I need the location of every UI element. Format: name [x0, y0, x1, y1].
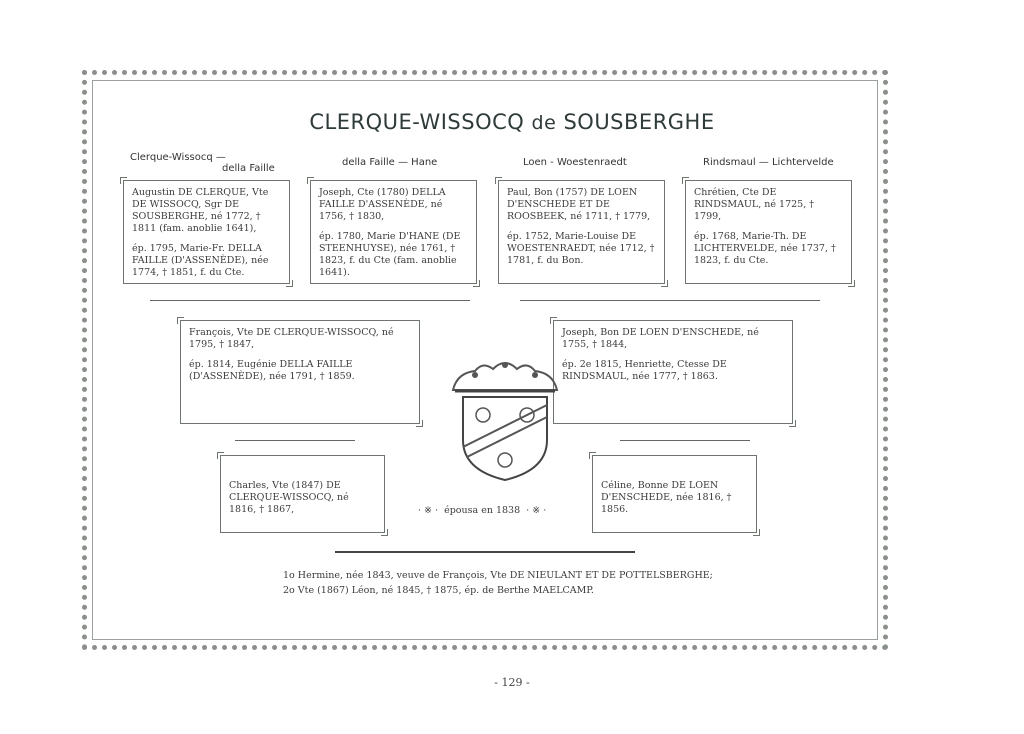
box-charles-clerque-wissocq: Charles, Vte (1847) DE CLERQUE-WISSOCQ, né 1816, † 1867, — [220, 455, 385, 533]
page-title: CLERQUE-WISSOCQ de SOUSBERGHE — [309, 110, 715, 134]
connector-joseph-celine — [620, 440, 750, 441]
header-rindsmaul-lichtervelde: Rindsmaul — Lichtervelde — [703, 157, 834, 168]
connector-loen-rindsmaul — [520, 300, 820, 301]
header-faille-hane: della Faille — Hane — [342, 157, 438, 168]
page-number: - 129 - — [494, 676, 530, 689]
footnote-line-2: 2o Vte (1867) Léon, né 1845, † 1875, ép. de Berthe MAELCAMP. — [283, 585, 594, 596]
connector-francois-charles — [235, 440, 355, 441]
box-chretien-rindsmaul: Chrétien, Cte DE RINDSMAUL, né 1725, † 1799, ép. 1768, Marie-Th. DE LICHTERVELDE, née 1737, † 1823, f. du Cte. — [685, 180, 852, 284]
box-paul-de-loen: Paul, Bon (1757) DE LOEN D'ENSCHEDE ET DE ROOSBEEK, né 1711, † 1779, ép. 1752, Marie-Louise DE WOESTENRAEDT, née 1712, † 1781, f. du Bon. — [498, 180, 665, 284]
header-loen-woestenraedt: Loen - Woestenraedt — [523, 157, 627, 168]
header-clerque-faille: Clerque-Wissocq — della Faille — [130, 152, 275, 174]
box-joseph-della-faille: Joseph, Cte (1780) DELLA FAILLE D'ASSENÈDE, né 1756, † 1830, ép. 1780, Marie D'HANE (DE STEENHUYSE), née 1761, † 1823, f. du Cte (fam. anoblie 1641). — [310, 180, 477, 284]
box-celine-de-loen: Céline, Bonne DE LOEN D'ENSCHEDE, née 1816, † 1856. — [592, 455, 757, 533]
connector-clerque-faille — [150, 300, 470, 301]
marriage-note: · ※ · épousa en 1838 · ※ · — [418, 505, 547, 516]
descendant-divider — [335, 551, 635, 553]
box-joseph-de-loen: Joseph, Bon DE LOEN D'ENSCHEDE, né 1755, † 1844, ép. 2e 1815, Henriette, Ctesse DE RINDSMAUL, née 1777, † 1863. — [553, 320, 793, 424]
box-francois-clerque-wissocq: François, Vte DE CLERQUE-WISSOCQ, né 1795, † 1847, ép. 1814, Eugénie DELLA FAILLE (D'ASSENÈDE), née 1791, † 1859. — [180, 320, 420, 424]
coat-of-arms-icon — [445, 355, 565, 485]
box-augustin-clerque: Augustin DE CLERQUE, Vte DE WISSOCQ, Sgr DE SOUSBERGHE, né 1772, † 1811 (fam. anoblie 1641), ép. 1795, Marie-Fr. DELLA FAILLE (D'ASSENÈDE), née 1774, † 1851, f. du Cte. — [123, 180, 290, 284]
footnote-line-1: 1o Hermine, née 1843, veuve de François, Vte DE NIEULANT ET DE POTTELSBERGHE; — [283, 570, 713, 581]
